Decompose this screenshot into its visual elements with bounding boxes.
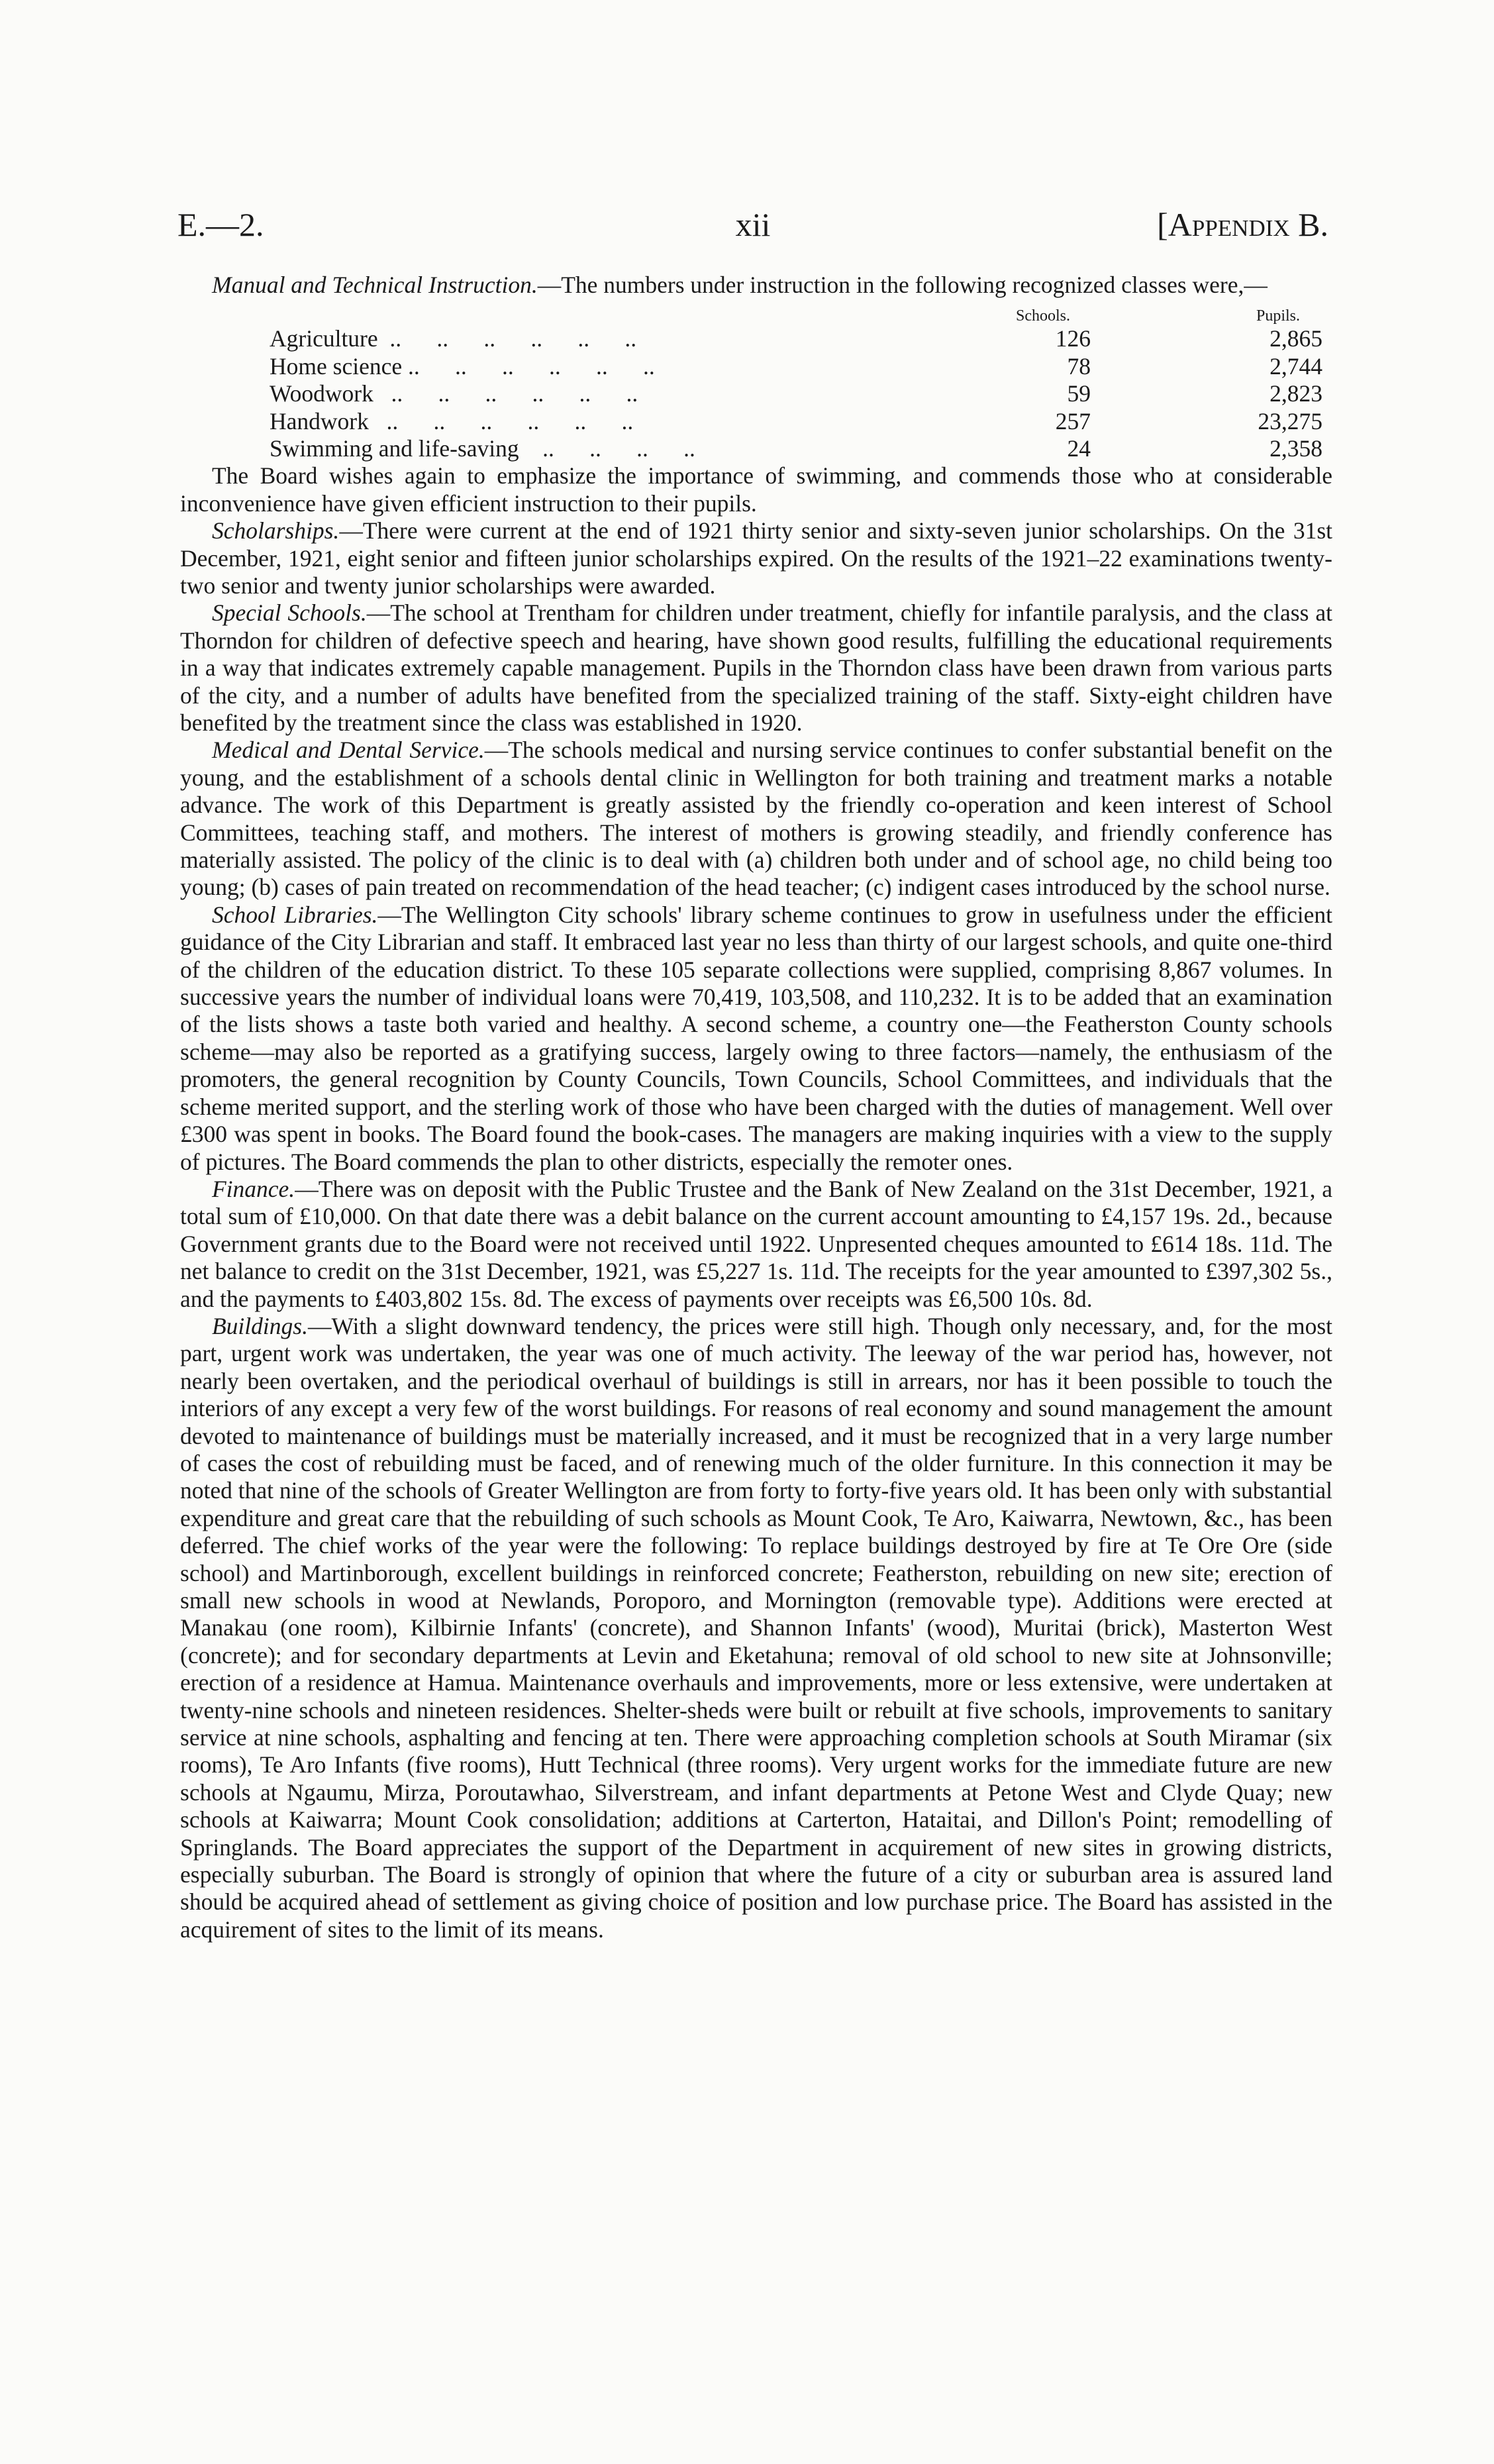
row-schools: 78 bbox=[1067, 352, 1091, 380]
row-schools: 24 bbox=[1067, 435, 1091, 462]
table-header bbox=[180, 299, 1332, 325]
swimming-paragraph: The Board wishes again to emphasize the importance of swimming, and commends those who at considerable inconvenience have given efficient instruction to their pupils. bbox=[180, 462, 1332, 517]
page-number: xii bbox=[735, 206, 771, 243]
manual-intro-paragraph: Manual and Technical Instruction.—The numbers under instruction in the following recognized classes were,— bbox=[212, 272, 1268, 298]
row-schools: 59 bbox=[1067, 380, 1091, 407]
section-heading: Special Schools. bbox=[212, 599, 367, 627]
col-header-schools: Schools. bbox=[1016, 307, 1071, 325]
row-label: Woodwork .. .. .. .. .. .. bbox=[270, 380, 638, 407]
table-row bbox=[180, 435, 1332, 462]
section-heading: Buildings. bbox=[212, 1312, 308, 1339]
school-libraries-paragraph: School Libraries.—The Wellington City schools' library scheme continues to grow in usefulness under the efficient guidance of the City Librarian and staff. It embraced last year no less than thirty of our largest schools, and quite one-third of the children of the education district. To these 105 separate collections were supplied, comprising 8,867 volumes. In successive years the number of individual loans were 70,419, 103,508, and 110,232. It is to be added that an examination of the lists shows a taste both varied and healthy. A second scheme, a country one—the Featherston County schools scheme—may also be reported as a gratifying success, largely owing to three factors—namely, the enthusiasm of the promoters, the general recognition by County Councils, Town Councils, School Committees, and individuals that the scheme merited support, and the sterling work of those who have been charged with the duties of management. Well over £300 was spent in books. The Board found the book-cases. The managers are making inquiries with a view to the supply of pictures. The Board commends the plan to other districts, especially the remoter ones. bbox=[180, 901, 1332, 1175]
report-code: E.—2. bbox=[177, 206, 264, 243]
row-pupils: 23,275 bbox=[1258, 407, 1322, 435]
table-row bbox=[180, 408, 1332, 435]
buildings-paragraph: Buildings.—With a slight downward tendency, the prices were still high. Though only necessary, and, for the most part, urgent work was undertaken, the year was one of much activity. The leeway of the war period has, however, not nearly been overtaken, and the periodical overhaul of buildings is still in arrears, nor has it been possible to touch the interiors of any except a very few of the worst buildings. For reasons of real economy and sound management the amount devoted to maintenance of buildings must be materially increased, and it must be recognized that in a very large number of cases the cost of rebuilding must be faced, and of renewing much of the older furniture. In this connection it may be noted that nine of the schools of Greater Wellington are from forty to forty-five years old. It has been only with substantial expenditure and great care that the rebuilding of such schools as Mount Cook, Te Aro, Kaiwarra, Newtown, &c., has been deferred. The chief works of the year were the following: To replace buildings destroyed by fire at Te Ore Ore (side school) and Martinborough, excellent buildings in reinforced concrete; Featherston, rebuilding on new site; erection of small new schools in wood at Newlands, Poroporo, and Mornington (removable type). Additions were erected at Manakau (one room), Kilbirnie Infants' (concrete), and Shannon Infants' (wood), Muritai (brick), Masterton West (concrete); and for secondary departments at Levin and Eketahuna; removal of old school to new site at Johnsonville; erection of a residence at Hamua. Maintenance overhauls and improvements, more or less extensive, were undertaken at twenty-nine schools and nineteen residences. Shelter-sheds were built or rebuilt at five schools, improvements to sanitary service at nine schools, asphalting and fencing at ten. There were approaching completion schools at South Miramar (six rooms), Te Aro Infants (five rooms), Hutt Technical (three rooms). Very urgent works for the immediate future are new schools at Ngaumu, Mirza, Poroutawhao, Silverstream, and infant departments at Petone West and Clyde Quay; new schools at Kaiwarra; Mount Cook consolidation; additions at Carterton, Hataitai, and Dillon's Point; remodelling of Springlands. The Board appreciates the support of the Department in acquirement of new sites in growing districts, especially suburban. The Board is strongly of opinion that where the future of a city or suburban area is assured land should be acquired ahead of settlement as giving choice of position and low purchase price. The Board has assisted in the acquirement of sites to the limit of its means. bbox=[180, 1312, 1332, 1943]
instruction-table bbox=[180, 299, 1332, 462]
table-row bbox=[180, 325, 1332, 352]
row-label: Home science .. .. .. .. .. .. bbox=[270, 352, 655, 380]
appendix-label: [Appendix B. bbox=[1157, 206, 1328, 243]
row-label: Agriculture .. .. .. .. .. .. bbox=[270, 325, 637, 352]
scholarships-paragraph: Scholarships.—There were current at the end of 1921 thirty senior and sixty-seven junior scholarships. On the 31st December, 1921, eight senior and fifteen junior scholarships expired. On the results of the 1921–22 examinations twenty-two senior and twenty junior scholarships were awarded. bbox=[180, 517, 1332, 599]
table-row bbox=[180, 353, 1332, 380]
section-heading: Manual and Technical Instruction. bbox=[212, 272, 538, 298]
finance-paragraph: Finance.—There was on deposit with the Public Trustee and the Bank of New Zealand on the 31st December, 1921, a total sum of £10,000. On that date there was a debit balance on the current account amounting to £4,157 19s. 2d., because Government grants due to the Board were not received until 1922. Unpresented cheques amounted to £614 18s. 11d. The net balance to credit on the 31st December, 1921, was £5,227 1s. 11d. The receipts for the year amounted to £397,302 5s., and the payments to £403,802 15s. 8d. The excess of payments over receipts was £6,500 10s. 8d. bbox=[180, 1175, 1332, 1312]
row-pupils: 2,744 bbox=[1270, 352, 1322, 380]
row-label: Swimming and life-saving .. .. .. .. bbox=[270, 435, 695, 462]
section-heading: Medical and Dental Service. bbox=[212, 737, 485, 764]
special-schools-paragraph: Special Schools.—The school at Trentham for children under treatment, chiefly for infantile paralysis, and the class at Thorndon for children of defective speech and hearing, have shown good results, fulfilling the educational requirements in a way that indicates extremely capable management. Pupils in the Thorndon class have been drawn from various parts of the city, and a number of adults have benefited from the specialized training of the staff. Sixty-eight children have benefited by the treatment since the class was established in 1920. bbox=[180, 599, 1332, 737]
row-schools: 257 bbox=[1055, 407, 1091, 435]
section-heading: Scholarships. bbox=[212, 517, 340, 544]
section-heading: Finance. bbox=[212, 1175, 295, 1202]
table-row bbox=[180, 380, 1332, 407]
row-pupils: 2,358 bbox=[1270, 435, 1322, 462]
row-pupils: 2,865 bbox=[1270, 325, 1322, 352]
page-body bbox=[180, 272, 1332, 1943]
row-schools: 126 bbox=[1055, 325, 1091, 352]
row-label: Handwork .. .. .. .. .. .. bbox=[270, 407, 634, 435]
page-header bbox=[177, 205, 1328, 252]
section-heading: School Libraries. bbox=[212, 901, 378, 928]
row-pupils: 2,823 bbox=[1270, 380, 1322, 407]
medical-dental-paragraph: Medical and Dental Service.—The schools medical and nursing service continues to confer substantial benefit on the young, and the establishment of a schools dental clinic in Wellington for both training and treatment marks a notable advance. The work of this Department is greatly assisted by the friendly co-operation and keen interest of School Committees, teaching staff, and mothers. The interest of mothers is growing steadily, and friendly conference has materially assisted. The policy of the clinic is to deal with (a) children both under and of school age, no child being too young; (b) cases of pain treated on recommendation of the head teacher; (c) indigent cases introduced by the school nurse. bbox=[180, 737, 1332, 901]
col-header-pupils: Pupils. bbox=[1256, 307, 1301, 325]
